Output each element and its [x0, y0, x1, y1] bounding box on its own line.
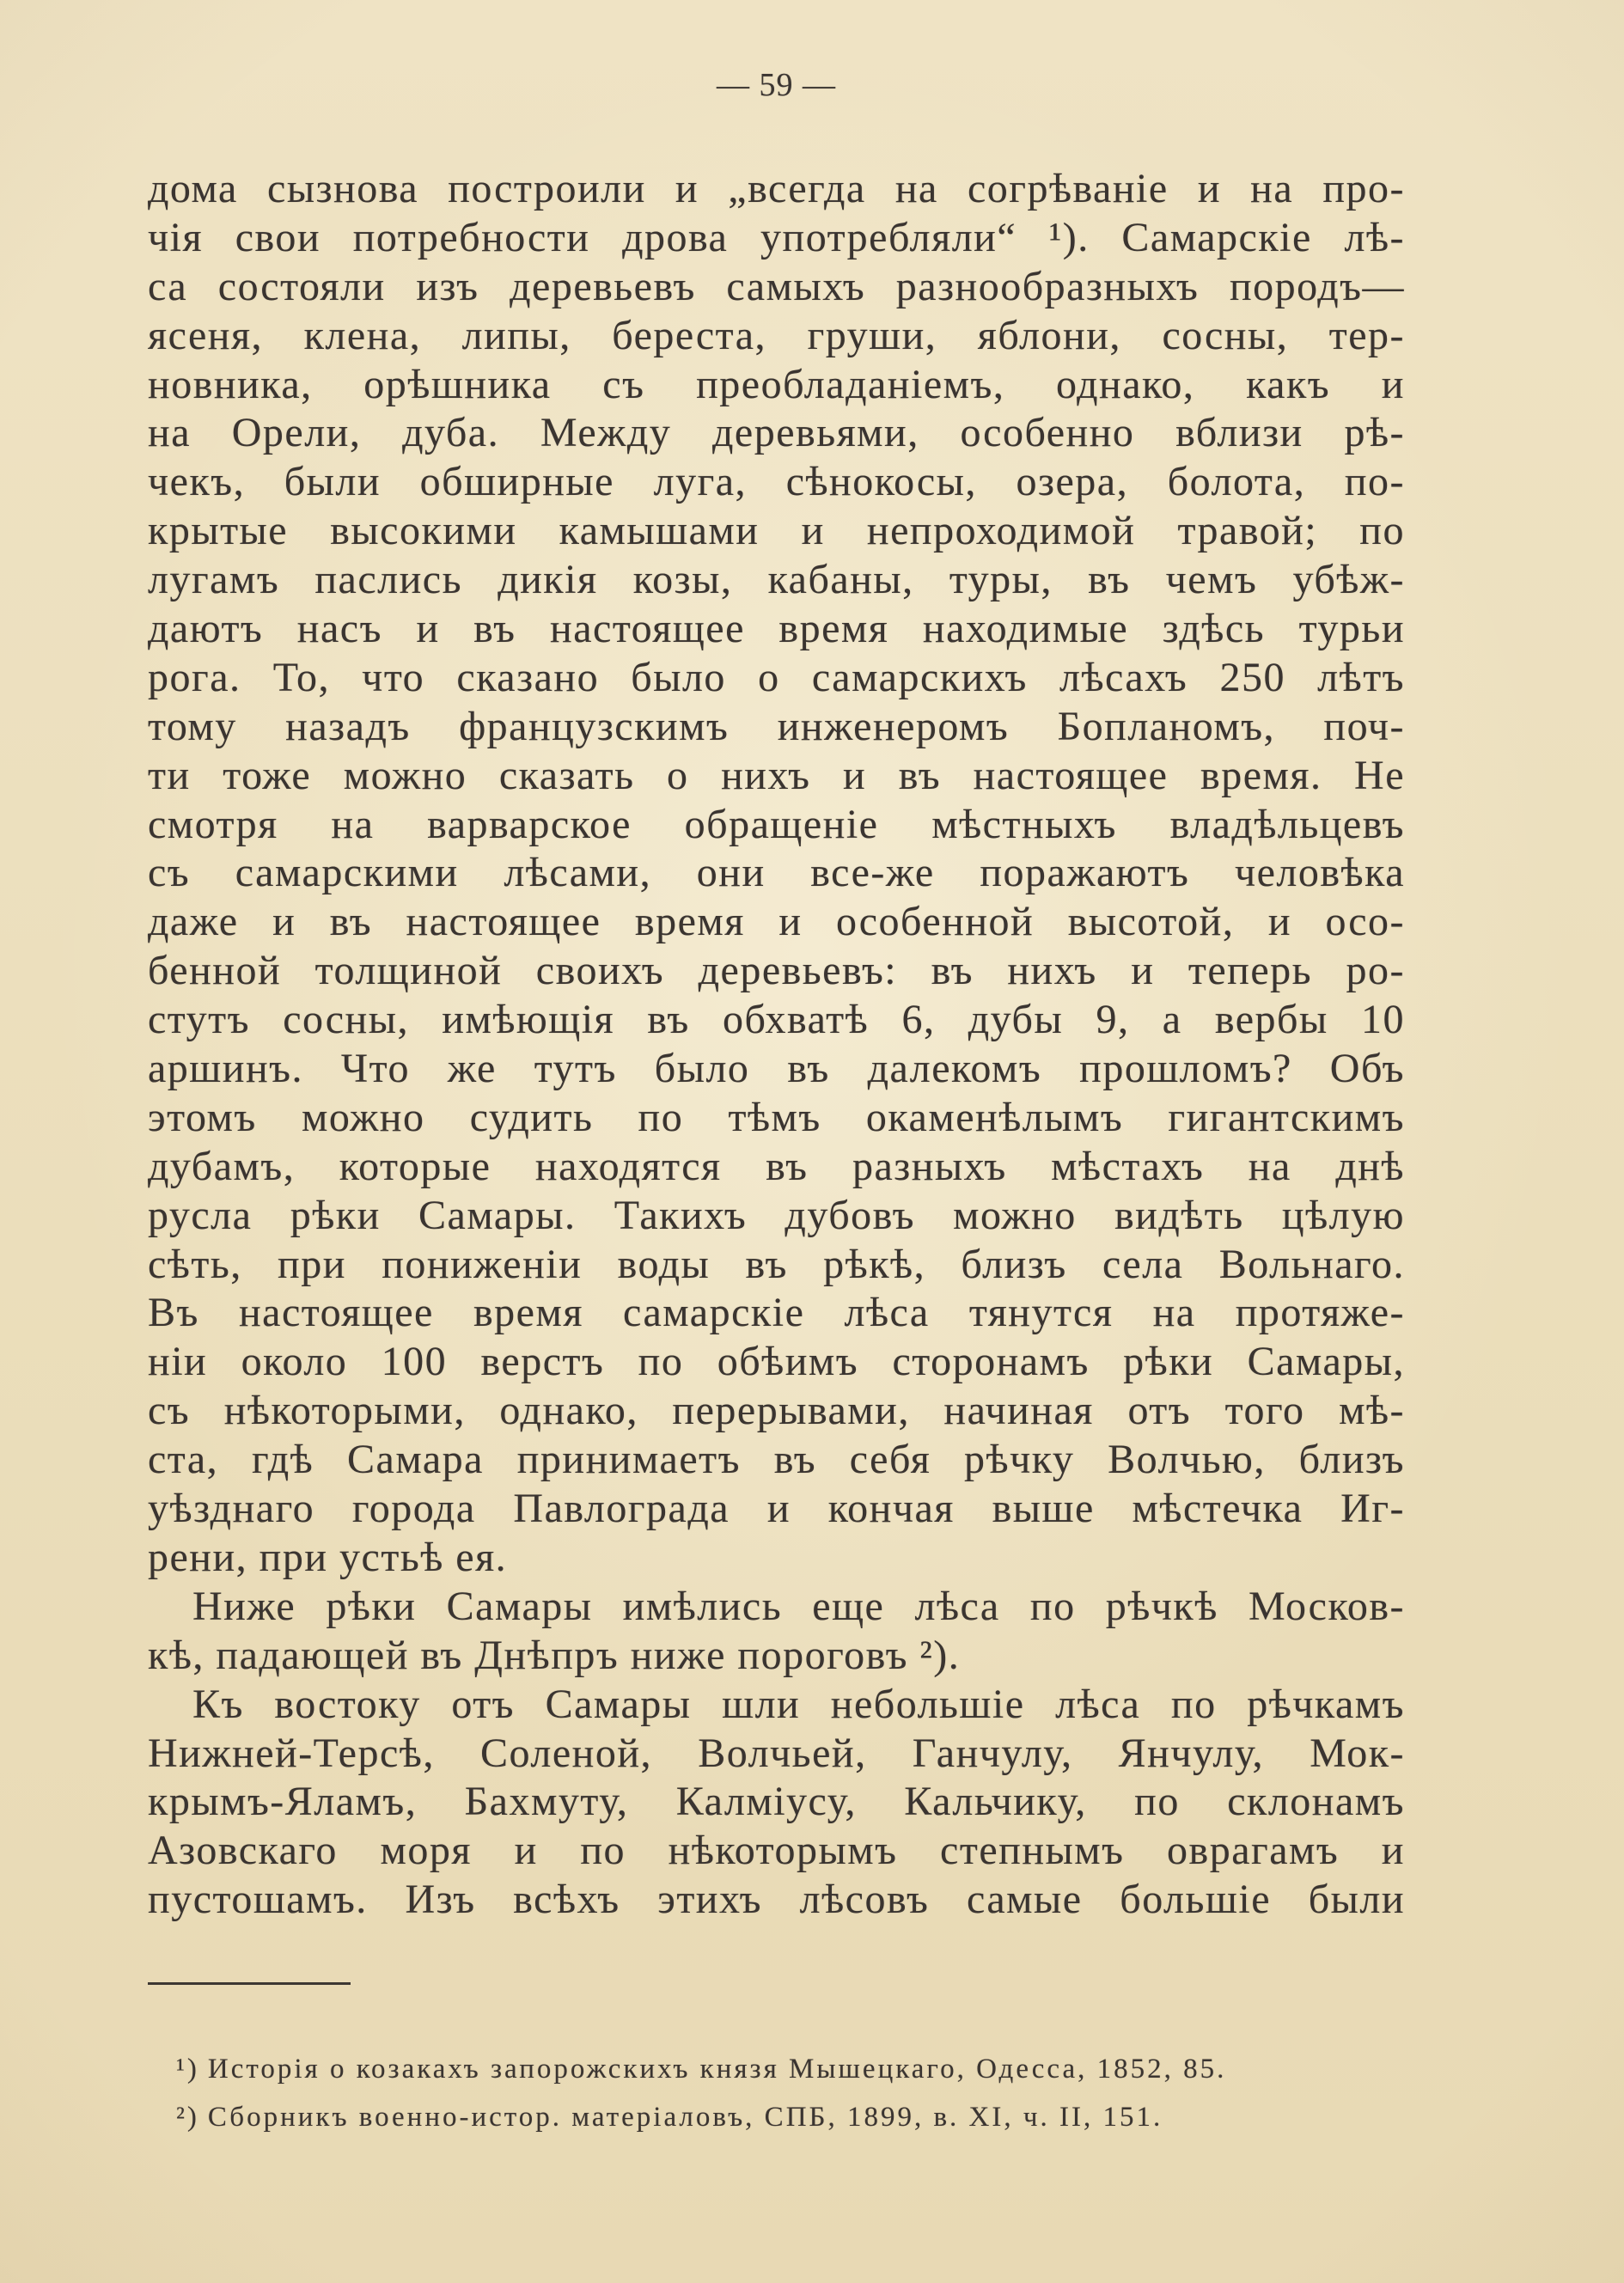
text-line: Въ настоящее время самарскіе лѣса тянутся на протяже- — [148, 1290, 1405, 1336]
text-line: бенной толщиной своихъ деревьевъ: въ нихъ и теперь ро- — [148, 948, 1405, 994]
footnote-separator — [148, 1982, 351, 1985]
text-line: рога. То, что сказано было о самарскихъ лѣсахъ 250 лѣтъ — [148, 654, 1405, 700]
footnote-text: Исторія о козакахъ запорожскихъ князя Мышецкаго, Одесса, 1852, 85. — [207, 2054, 1227, 2085]
footnote-marker: ¹) — [176, 2054, 199, 2085]
footnote-marker: ²) — [176, 2102, 199, 2133]
text-line: пустошамъ. Изъ всѣхъ этихъ лѣсовъ самые большіе были — [148, 1877, 1405, 1923]
text-line: съ самарскими лѣсами, они все-же поражаютъ человѣка — [148, 850, 1405, 896]
paragraph — [148, 1583, 1405, 1681]
text-line: уѣзднаго города Павлограда и кончая выше мѣстечка Иг- — [148, 1486, 1405, 1532]
text-line: рени, при устьѣ ея. — [148, 1534, 508, 1580]
text-line: аршинъ. Что же тутъ было въ далекомъ прошломъ? Объ — [148, 1046, 1405, 1092]
text-line: лугамъ паслись дикія козы, кабаны, туры, въ чемъ убѣж- — [148, 557, 1405, 603]
footnote — [176, 2045, 1405, 2093]
paragraph — [148, 1681, 1405, 1925]
text-line: крытые высокими камышами и непроходимой травой; по — [148, 508, 1405, 554]
page-number: — 59 — — [717, 67, 836, 103]
text-line: Азовскаго моря и по нѣкоторымъ степнымъ оврагамъ и — [148, 1828, 1405, 1874]
text-line: Нижней-Терсѣ, Соленой, Волчьей, Ганчулу, Янчулу, Мок- — [148, 1730, 1405, 1776]
footnote — [176, 2093, 1405, 2141]
text-line: дубамъ, которые находятся въ разныхъ мѣстахъ на днѣ — [148, 1143, 1405, 1189]
paragraph — [148, 165, 1405, 1583]
text-line: ясеня, клена, липы, береста, груши, яблони, сосны, тер- — [148, 312, 1405, 358]
text-line: сѣть, при пониженіи воды въ рѣкѣ, близъ села Вольнаго. — [148, 1241, 1405, 1287]
text-line: стутъ сосны, имѣющія въ обхватѣ 6, дубы 9, а вербы 10 — [148, 997, 1405, 1043]
text-line: крымъ-Яламъ, Бахмуту, Калміусу, Кальчику, по склонамъ — [148, 1779, 1405, 1825]
main-text — [148, 165, 1405, 1925]
text-line: тому назадъ французскимъ инженеромъ Бопланомъ, поч- — [148, 703, 1405, 749]
text-line: даже и въ настоящее время и особенной высотой, и осо- — [148, 899, 1405, 945]
text-line: русла рѣки Самары. Такихъ дубовъ можно видѣть цѣлую — [148, 1192, 1405, 1238]
text-line: Къ востоку отъ Самары шли небольшіе лѣса по рѣчкамъ — [192, 1681, 1405, 1727]
text-line: Ниже рѣки Самары имѣлись еще лѣса по рѣчкѣ Москов- — [192, 1583, 1405, 1629]
text-line: чекъ, были обширные луга, сѣнокосы, озера, болота, по- — [148, 459, 1405, 505]
text-line: са состояли изъ деревьевъ самыхъ разнообразныхъ породъ— — [148, 263, 1405, 309]
text-line: съ нѣкоторыми, однако, перерывами, начиная отъ того мѣ- — [148, 1388, 1405, 1434]
text-line: ста, гдѣ Самара принимаетъ въ себя рѣчку Волчью, близъ — [148, 1437, 1405, 1483]
text-line: чія свои потребности дрова употребляли“ ¹). Самарскіе лѣ- — [148, 214, 1405, 260]
text-line: ти тоже можно сказать о нихъ и въ настоящее время. Не — [148, 752, 1405, 798]
footnotes — [176, 2045, 1405, 2141]
footnote-text: Сборникъ военно-истор. матеріаловъ, СПБ, 1899, в. XI, ч. II, 151. — [207, 2102, 1163, 2133]
text-line: даютъ насъ и въ настоящее время находимые здѣсь турьи — [148, 606, 1405, 652]
text-line: смотря на варварское обращеніе мѣстныхъ владѣльцевъ — [148, 801, 1405, 847]
text-line: ніи около 100 верстъ по обѣимъ сторонамъ рѣки Самары, — [148, 1339, 1405, 1385]
text-line: этомъ можно судить по тѣмъ окаменѣлымъ гигантскимъ — [148, 1094, 1405, 1140]
text-line: новника, орѣшника съ преобладаніемъ, однако, какъ и — [148, 361, 1405, 407]
text-line: дома сызнова построили и „всегда на согрѣваніе и на про- — [148, 166, 1405, 211]
text-line: кѣ, падающей въ Днѣпръ ниже пороговъ ²). — [148, 1632, 961, 1678]
text-line: на Орели, дуба. Между деревьями, особенно вблизи рѣ- — [148, 410, 1405, 456]
